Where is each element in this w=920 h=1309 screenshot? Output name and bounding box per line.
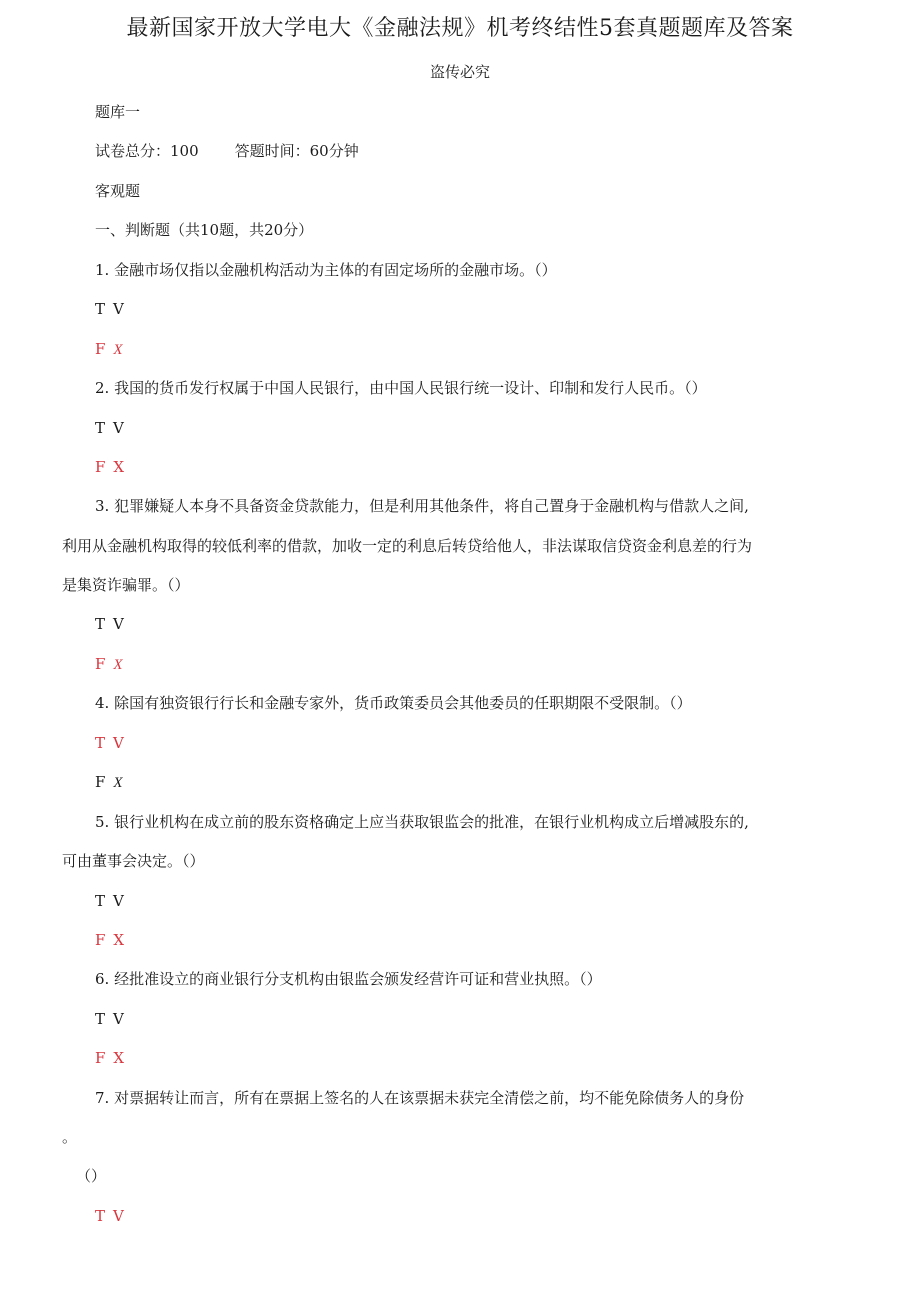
question-3-option-t: T V xyxy=(95,615,124,633)
question-3-text-line-2: 利用从金融机构取得的较低利率的借款，加收一定的利息后转贷给他人，非法谋取信贷资金利息差的行为 xyxy=(62,537,753,555)
question-6-option-f: F X xyxy=(95,1049,125,1067)
exam-info xyxy=(95,139,359,163)
question-1-option-t: T V xyxy=(95,300,124,318)
question-bank-label: 题库一 xyxy=(95,103,141,121)
question-5-text-line-2: 可由董事会决定。（） xyxy=(62,852,205,870)
question-2-option-f: F X xyxy=(95,458,125,476)
question-6-text: 6. 经批准设立的商业银行分支机构由银监会颁发经营许可证和营业执照。（） xyxy=(95,970,602,988)
question-3-text-line-1: 3. 犯罪嫌疑人本身不具备资金贷款能力，但是利用其他条件，将自己置身于金融机构与借款人之间, xyxy=(95,497,749,515)
document-subtitle: 盗传必究 xyxy=(429,63,490,81)
question-1-option-f: F X xyxy=(95,340,123,358)
question-7-option-t: T V xyxy=(95,1207,124,1225)
question-5-text-line-1: 5. 银行业机构在成立前的股东资格确定上应当获取银监会的批准，在银行业机构成立后增减股东的, xyxy=(95,813,749,831)
exam-time: 答题时间：60分钟 xyxy=(234,142,359,160)
question-2-option-t: T V xyxy=(95,419,124,437)
question-3-option-f: F X xyxy=(95,655,123,673)
question-2-text: 2. 我国的货币发行权属于中国人民银行，由中国人民银行统一设计、印制和发行人民币。（） xyxy=(95,379,707,397)
document-title: 最新国家开放大学电大《金融法规》机考终结性5套真题题库及答案 xyxy=(126,16,794,41)
section-title: 一、判断题（共10题，共20分） xyxy=(95,221,314,239)
section-type: 客观题 xyxy=(95,182,141,200)
question-1-text: 1. 金融市场仅指以金融机构活动为主体的有固定场所的金融市场。（） xyxy=(95,261,557,279)
question-6-option-t: T V xyxy=(95,1010,124,1028)
total-score: 试卷总分：100 xyxy=(95,142,199,160)
question-7-text-line-2: 。 xyxy=(62,1128,78,1146)
question-4-option-t: T V xyxy=(95,734,124,752)
question-7-text-line-3: （） xyxy=(76,1167,107,1185)
question-5-option-t: T V xyxy=(95,892,124,910)
question-7-text-line-1: 7. 对票据转让而言，所有在票据上签名的人在该票据未获完全清偿之前，均不能免除债务人的身份 xyxy=(95,1089,745,1107)
question-5-option-f: F X xyxy=(95,931,125,949)
question-4-option-f: F X xyxy=(95,773,123,791)
question-3-text-line-3: 是集资诈骗罪。（） xyxy=(62,576,190,594)
question-4-text: 4. 除国有独资银行行长和金融专家外，货币政策委员会其他委员的任职期限不受限制。（） xyxy=(95,694,692,712)
